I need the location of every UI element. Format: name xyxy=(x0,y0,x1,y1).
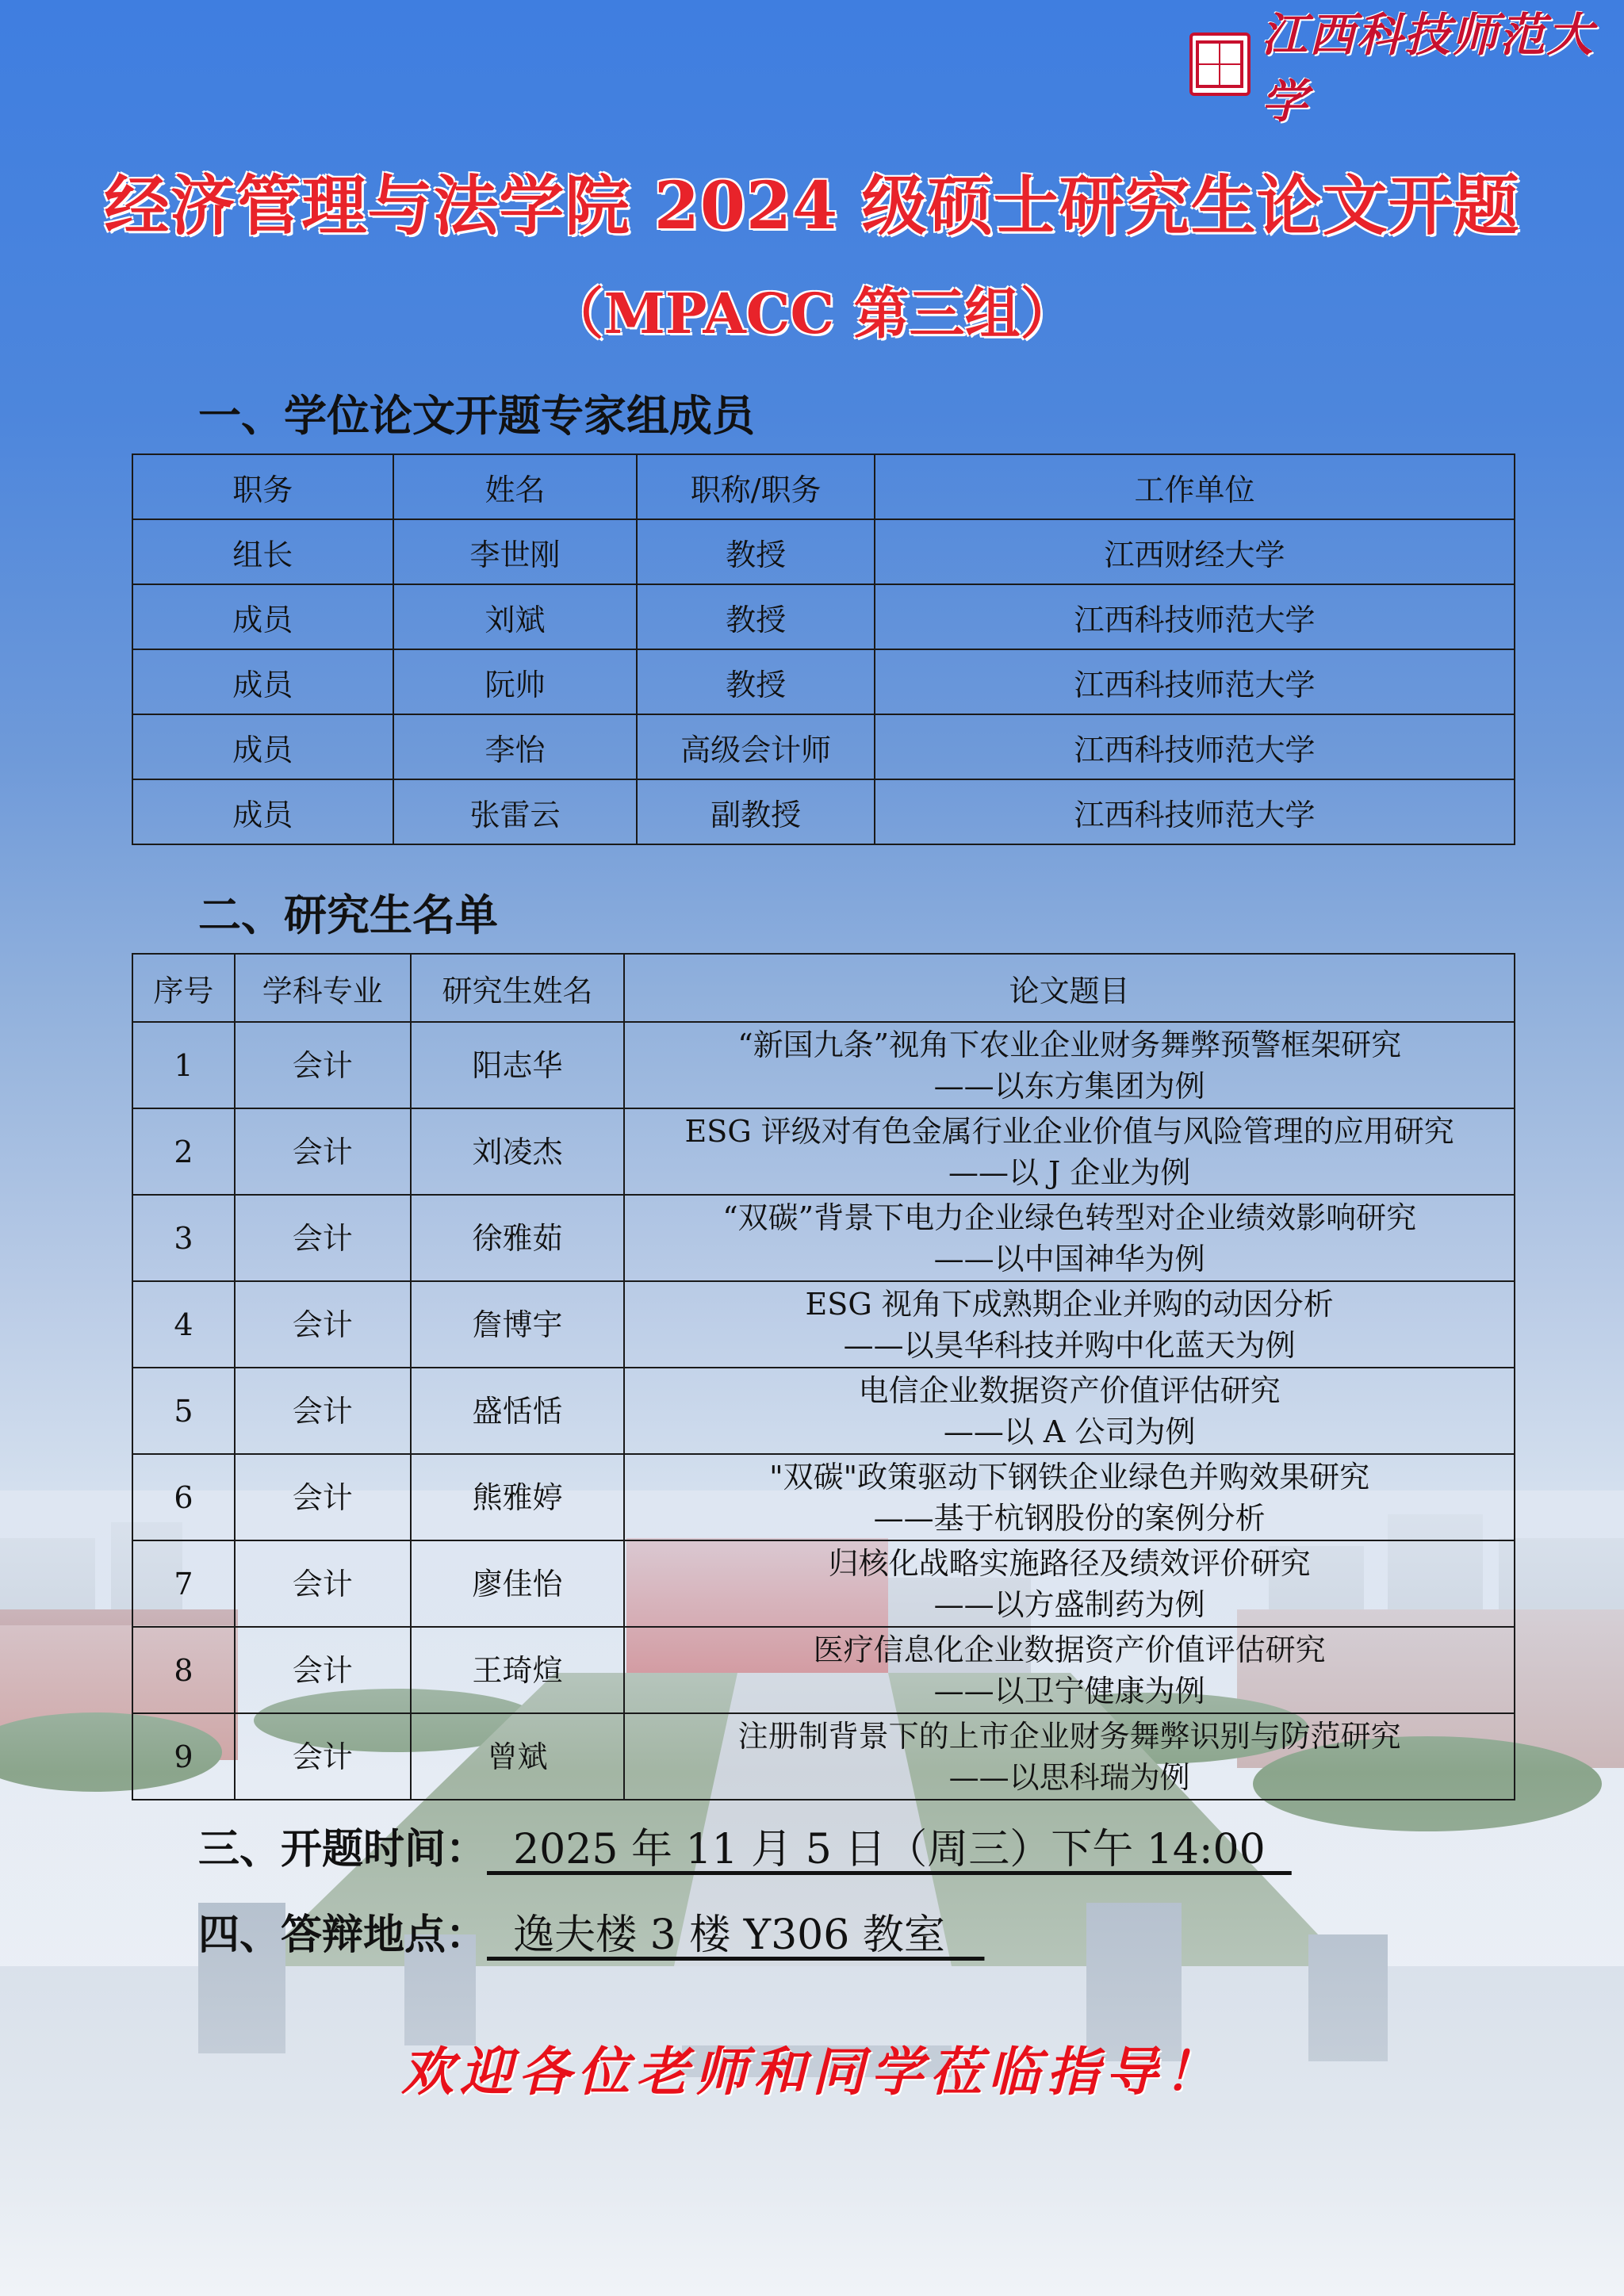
defense-time-value: 2025 年 11 月 5 日（周三）下午 14:00 xyxy=(487,1826,1292,1873)
column-header-affiliation: 工作单位 xyxy=(875,454,1515,519)
thesis-title xyxy=(624,1713,1515,1800)
student-name: 曾斌 xyxy=(411,1713,625,1800)
expert-name: 李怡 xyxy=(393,714,638,779)
expert-title: 教授 xyxy=(637,584,875,649)
student-row xyxy=(132,1281,1515,1368)
defense-location-label: 四、答辩地点： xyxy=(198,1911,488,1959)
student-number: 6 xyxy=(132,1454,235,1540)
page-subtitle: （MPACC 第三组） xyxy=(548,281,1076,346)
student-number: 4 xyxy=(132,1281,235,1368)
thesis-title xyxy=(624,1022,1515,1108)
expert-title: 副教授 xyxy=(637,779,875,844)
thesis-title-sub: ——以东方集团为例 xyxy=(933,1068,1205,1104)
expert-position: 组长 xyxy=(132,519,393,584)
student-name: 刘凌杰 xyxy=(411,1108,625,1195)
column-header-position: 职务 xyxy=(132,454,393,519)
experts-table-header-row xyxy=(132,454,1515,519)
student-number: 2 xyxy=(132,1108,235,1195)
page-title: 经济管理与法学院 2024 级硕士研究生论文开题 xyxy=(104,168,1520,244)
expert-affiliation: 江西科技师范大学 xyxy=(875,649,1515,714)
experts-table xyxy=(132,453,1515,845)
expert-name: 张雷云 xyxy=(393,779,638,844)
expert-name: 阮帅 xyxy=(393,649,638,714)
student-number: 9 xyxy=(132,1713,235,1800)
expert-name: 李世刚 xyxy=(393,519,638,584)
thesis-title xyxy=(624,1108,1515,1195)
welcome-message: 欢迎各位老师和同学莅临指导！ xyxy=(401,2041,1223,2103)
expert-title: 教授 xyxy=(637,519,875,584)
thesis-title-sub: ——基于杭钢股份的案例分析 xyxy=(873,1500,1266,1536)
thesis-title xyxy=(624,1368,1515,1454)
students-table-header-row xyxy=(132,954,1515,1022)
thesis-title-sub: ——以思科瑞为例 xyxy=(948,1759,1190,1795)
thesis-title-main: 注册制背景下的上市企业财务舞弊识别与防范研究 xyxy=(737,1718,1401,1754)
thesis-title xyxy=(624,1454,1515,1540)
expert-affiliation: 江西财经大学 xyxy=(875,519,1515,584)
student-row xyxy=(132,1108,1515,1195)
student-major: 会计 xyxy=(235,1108,411,1195)
student-name: 阳志华 xyxy=(411,1022,625,1108)
expert-affiliation: 江西科技师范大学 xyxy=(875,584,1515,649)
student-major: 会计 xyxy=(235,1022,411,1108)
student-number: 5 xyxy=(132,1368,235,1454)
student-number: 7 xyxy=(132,1540,235,1627)
student-row xyxy=(132,1022,1515,1108)
student-number: 1 xyxy=(132,1022,235,1108)
student-major: 会计 xyxy=(235,1454,411,1540)
expert-row xyxy=(132,584,1515,649)
thesis-title-sub: ——以中国神华为例 xyxy=(933,1241,1205,1276)
student-name: 熊雅婷 xyxy=(411,1454,625,1540)
column-header-name: 姓名 xyxy=(393,454,638,519)
university-seal-icon xyxy=(1189,33,1251,96)
thesis-title-main: “双碳”背景下电力企业绿色转型对企业绩效影响研究 xyxy=(722,1200,1417,1235)
expert-position: 成员 xyxy=(132,649,393,714)
column-header-student-name: 研究生姓名 xyxy=(411,954,625,1022)
student-row xyxy=(132,1627,1515,1713)
section-students-heading: 二、研究生名单 xyxy=(198,890,498,940)
thesis-title xyxy=(624,1281,1515,1368)
student-major: 会计 xyxy=(235,1281,411,1368)
thesis-title-main: 医疗信息化企业数据资产价值评估研究 xyxy=(813,1632,1326,1667)
thesis-title-main: 电信企业数据资产价值评估研究 xyxy=(858,1372,1281,1408)
thesis-title xyxy=(624,1540,1515,1627)
student-name: 盛恬恬 xyxy=(411,1368,625,1454)
expert-position: 成员 xyxy=(132,714,393,779)
thesis-title-main: 归核化战略实施路径及绩效评价研究 xyxy=(828,1545,1311,1581)
student-major: 会计 xyxy=(235,1195,411,1281)
expert-affiliation: 江西科技师范大学 xyxy=(875,779,1515,844)
student-name: 徐雅茹 xyxy=(411,1195,625,1281)
defense-time-label: 三、开题时间： xyxy=(198,1825,488,1873)
thesis-title-sub: ——以 J 企业为例 xyxy=(948,1154,1191,1190)
expert-row xyxy=(132,779,1515,844)
students-table xyxy=(132,953,1515,1800)
thesis-title-sub: ——以昊华科技并购中化蓝天为例 xyxy=(843,1327,1296,1363)
thesis-title-main: ESG 视角下成熟期企业并购的动因分析 xyxy=(805,1286,1334,1322)
expert-row xyxy=(132,519,1515,584)
defense-time xyxy=(198,1816,1292,1875)
expert-position: 成员 xyxy=(132,779,393,844)
column-header-major: 学科专业 xyxy=(235,954,411,1022)
defense-location xyxy=(198,1901,984,1961)
student-name: 廖佳怡 xyxy=(411,1540,625,1627)
university-logo xyxy=(1189,8,1624,128)
student-row xyxy=(132,1195,1515,1281)
thesis-title-main: ESG 评级对有色金属行业企业价值与风险管理的应用研究 xyxy=(684,1113,1454,1149)
expert-name: 刘斌 xyxy=(393,584,638,649)
student-major: 会计 xyxy=(235,1368,411,1454)
expert-row xyxy=(132,649,1515,714)
thesis-title-main: "双碳"政策驱动下钢铁企业绿色并购效果研究 xyxy=(769,1459,1370,1494)
student-number: 8 xyxy=(132,1627,235,1713)
thesis-title xyxy=(624,1195,1515,1281)
expert-position: 成员 xyxy=(132,584,393,649)
column-header-title: 职称/职务 xyxy=(637,454,875,519)
thesis-title-sub: ——以 A 公司为例 xyxy=(943,1414,1196,1449)
thesis-title xyxy=(624,1627,1515,1713)
thesis-title-sub: ——以卫宁健康为例 xyxy=(933,1673,1205,1709)
university-name-wordmark: 江西科技师范大学 xyxy=(1261,8,1595,128)
student-row xyxy=(132,1454,1515,1540)
student-row xyxy=(132,1540,1515,1627)
student-major: 会计 xyxy=(235,1627,411,1713)
student-name: 詹博宇 xyxy=(411,1281,625,1368)
student-major: 会计 xyxy=(235,1713,411,1800)
expert-title: 教授 xyxy=(637,649,875,714)
expert-title: 高级会计师 xyxy=(637,714,875,779)
thesis-title-main: “新国九条”视角下农业企业财务舞弊预警框架研究 xyxy=(737,1027,1402,1062)
expert-affiliation: 江西科技师范大学 xyxy=(875,714,1515,779)
column-header-number: 序号 xyxy=(132,954,235,1022)
student-name: 王琦煊 xyxy=(411,1627,625,1713)
thesis-title-sub: ——以方盛制药为例 xyxy=(933,1586,1205,1622)
student-row xyxy=(132,1713,1515,1800)
column-header-thesis-title: 论文题目 xyxy=(624,954,1515,1022)
student-major: 会计 xyxy=(235,1540,411,1627)
defense-location-value: 逸夫楼 3 楼 Y306 教室 xyxy=(487,1911,985,1959)
expert-row xyxy=(132,714,1515,779)
student-row xyxy=(132,1368,1515,1454)
section-experts-heading: 一、学位论文开题专家组成员 xyxy=(198,390,755,441)
student-number: 3 xyxy=(132,1195,235,1281)
